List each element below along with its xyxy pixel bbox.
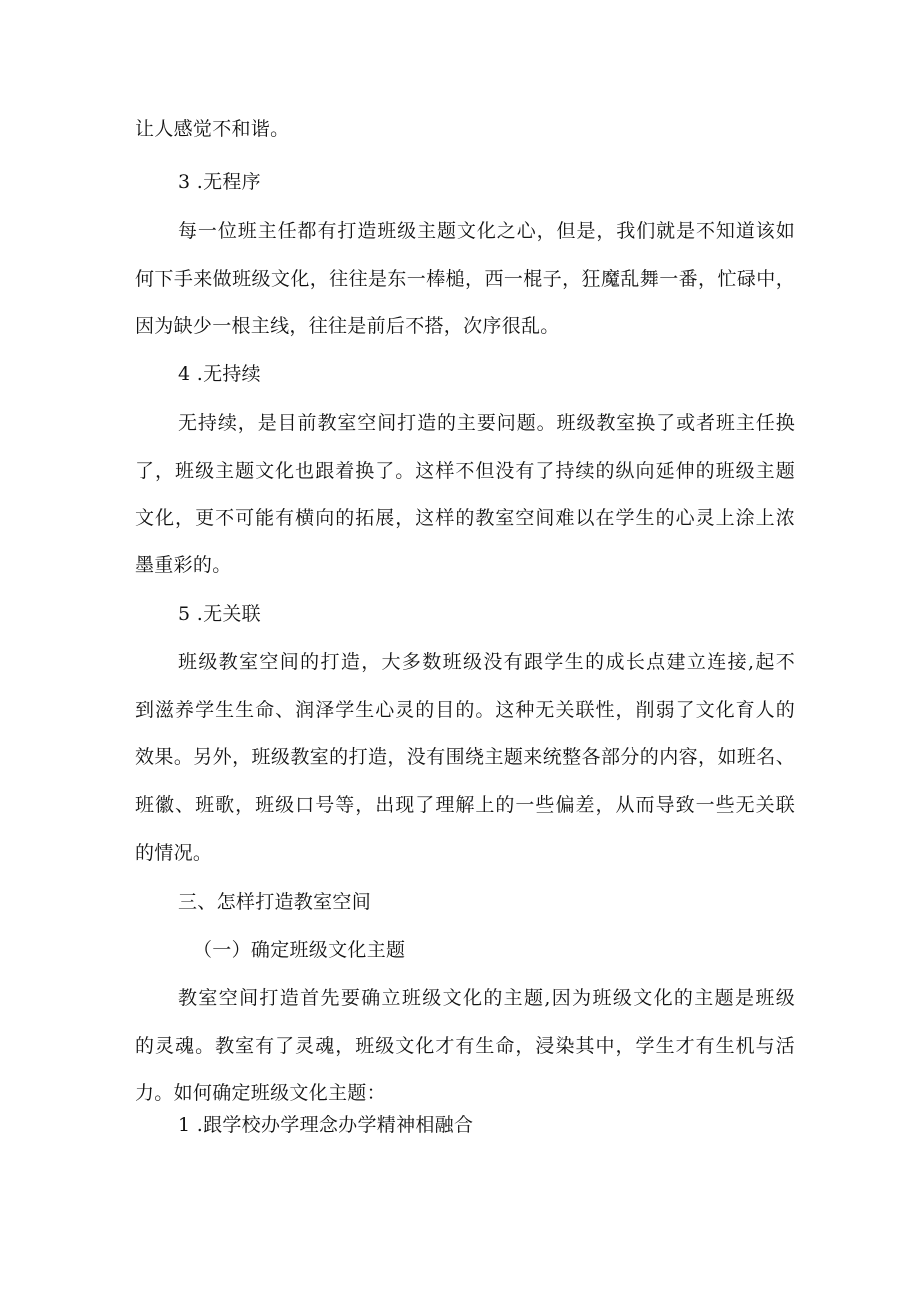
chapter-heading: 三、怎样打造教室空间 bbox=[178, 891, 372, 913]
paragraph-line: 的灵魂。教室有了灵魂，班级文化才有生命，浸染其中，学生才有生机与活 bbox=[135, 1035, 795, 1057]
paragraph-line: 何下手来做班级文化，往往是东一棒槌，西一棍子，狂魔乱舞一番，忙碌中， bbox=[135, 268, 795, 290]
paragraph-line: 到滋养学生生命、润泽学生心灵的目的。这种无关联性，削弱了文化育人的 bbox=[135, 699, 795, 721]
paragraph-line: 力。如何确定班级文化主题： bbox=[135, 1082, 386, 1104]
paragraph-line: 效果。另外，班级教室的打造，没有围绕主题来统整各部分的内容，如班名、 bbox=[135, 746, 795, 768]
paragraph-line: 墨重彩的。 bbox=[135, 554, 232, 576]
section-heading-3: 3 .无程序 bbox=[178, 171, 261, 193]
paragraph-line: 让人感觉不和谐。 bbox=[135, 118, 290, 140]
paragraph-line: 每一位班主任都有打造班级主题文化之心，但是，我们就是不知道该如 bbox=[178, 220, 795, 242]
list-item-heading: 1 .跟学校办学理念办学精神相融合 bbox=[178, 1114, 474, 1136]
section-heading-5: 5 .无关联 bbox=[178, 603, 261, 625]
subsection-heading: （一）确定班级文化主题 bbox=[193, 939, 406, 961]
section-heading-4: 4 .无持续 bbox=[178, 363, 261, 385]
paragraph-line: 无持续，是目前教室空间打造的主要问题。班级教室换了或者班主任换 bbox=[178, 412, 795, 434]
paragraph-line: 了，班级主题文化也跟着换了。这样不但没有了持续的纵向延伸的班级主题 bbox=[135, 460, 795, 482]
paragraph-line: 因为缺少一根主线，往往是前后不搭，次序很乱。 bbox=[135, 315, 560, 337]
paragraph-line: 文化，更不可能有横向的拓展，这样的教室空间难以在学生的心灵上涂上浓 bbox=[135, 507, 795, 529]
paragraph-line: 的情况。 bbox=[135, 842, 213, 864]
paragraph-line: 班级教室空间的打造，大多数班级没有跟学生的成长点建立连接,起不 bbox=[178, 651, 795, 673]
paragraph-line: 班徽、班歌，班级口号等，出现了理解上的一些偏差，从而导致一些无关联 bbox=[135, 794, 795, 816]
paragraph-line: 教室空间打造首先要确立班级文化的主题,因为班级文化的主题是班级 bbox=[178, 987, 795, 1009]
